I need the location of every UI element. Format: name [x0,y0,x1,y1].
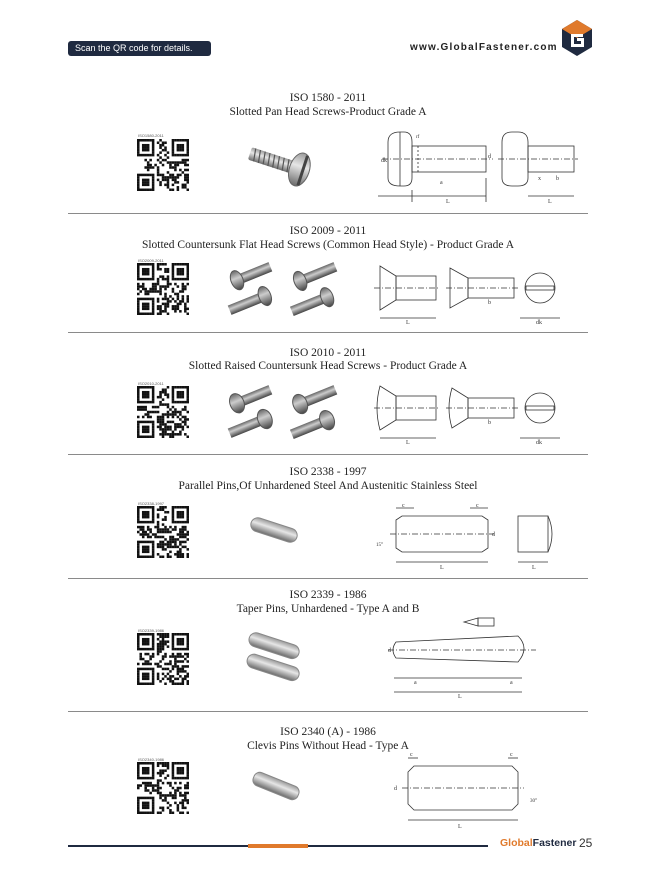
svg-text:c: c [510,752,513,758]
svg-text:d: d [492,532,495,538]
qr-caption: ISO1580-2011 [138,133,164,138]
raised-countersunk-screws-image [220,383,350,443]
pan-head-screw-drawing [378,128,588,206]
divider [68,578,588,579]
svg-text:L: L [532,565,536,571]
divider [68,332,588,333]
section-6-code: ISO 2340 (A) - 1986 [280,726,376,738]
qr-caption: ISO2339-1986 [138,628,165,633]
svg-text:d: d [394,786,397,792]
section-2-code: ISO 2009 - 2011 [289,225,367,237]
clevis-pin-image [246,766,306,806]
brand-fastener: Fastener [532,837,577,849]
qr-caption: ISO2338-1997 [138,501,165,506]
svg-text:L: L [458,694,462,700]
qr-code[interactable] [137,506,189,558]
svg-text:L: L [406,320,410,326]
section-1-code: ISO 1580 - 2011 [289,92,367,104]
section-5-code: ISO 2339 - 1986 [289,589,367,601]
svg-text:dk: dk [536,320,542,326]
qr-note-banner: Scan the QR code for details. [68,41,211,56]
brand-global: Global [500,837,533,849]
page-number: 25 [579,836,593,850]
qr-caption: ISO2009-2011 [138,258,164,263]
section-1-name: Slotted Pan Head Screws-Product Grade A [229,106,427,118]
svg-text:c: c [410,752,413,758]
raised-countersunk-screw-drawing [370,378,590,446]
svg-text:c: c [402,503,405,509]
countersunk-screws-image [220,260,350,320]
svg-text:L: L [406,440,410,446]
section-3-name: Slotted Raised Countersunk Head Screws - Product Grade A [188,360,468,372]
divider [68,454,588,455]
qr-code[interactable] [137,263,189,315]
parallel-pin-image [244,510,304,550]
qr-code[interactable] [137,762,189,814]
svg-text:b: b [488,300,491,306]
qr-code[interactable] [137,386,189,438]
svg-text:a: a [440,180,443,186]
section-6-name: Clevis Pins Without Head - Type A [247,740,409,752]
qr-code[interactable] [137,633,189,685]
qr-caption: ISO2340-1986 [138,757,165,762]
section-2-name: Slotted Countersunk Flat Head Screws (Common Head Style) - Product Grade A [141,239,515,251]
divider [68,213,588,214]
svg-text:b: b [488,420,491,426]
section-4-name: Parallel Pins,Of Unhardened Steel And Austenitic Stainless Steel [178,480,478,492]
footer-brand [500,837,576,849]
svg-text:b: b [556,176,559,182]
svg-text:30°: 30° [530,799,537,804]
parallel-pin-drawing [372,502,562,572]
section-5-name: Taper Pins, Unhardened - Type A and B [236,603,420,615]
qr-caption: ISO2010-2011 [138,381,164,386]
svg-text:L: L [458,824,462,830]
svg-text:c: c [476,503,479,509]
taper-pins-image [240,628,310,688]
footer-accent [248,844,308,848]
clevis-pin-drawing [384,750,554,830]
svg-text:a: a [414,680,417,686]
svg-text:rf: rf [416,135,420,140]
svg-text:L: L [440,565,444,571]
svg-text:dk: dk [536,440,542,446]
global-fastener-logo [562,20,592,56]
section-3-code: ISO 2010 - 2011 [289,347,367,359]
svg-text:15°: 15° [376,543,383,548]
svg-text:d: d [388,648,391,654]
svg-text:a: a [510,680,513,686]
pan-head-screw-image [244,140,324,190]
svg-text:d: d [488,154,491,160]
svg-text:L: L [446,199,450,205]
section-4-code: ISO 2338 - 1997 [289,466,367,478]
divider [68,711,588,712]
countersunk-screw-drawing [370,258,590,326]
taper-pin-drawing [384,612,544,702]
svg-text:x: x [538,176,541,182]
qr-code[interactable] [137,139,189,191]
website-url[interactable]: www.GlobalFastener.com [410,42,558,53]
svg-text:dk: dk [381,158,387,164]
svg-text:L: L [548,199,552,205]
